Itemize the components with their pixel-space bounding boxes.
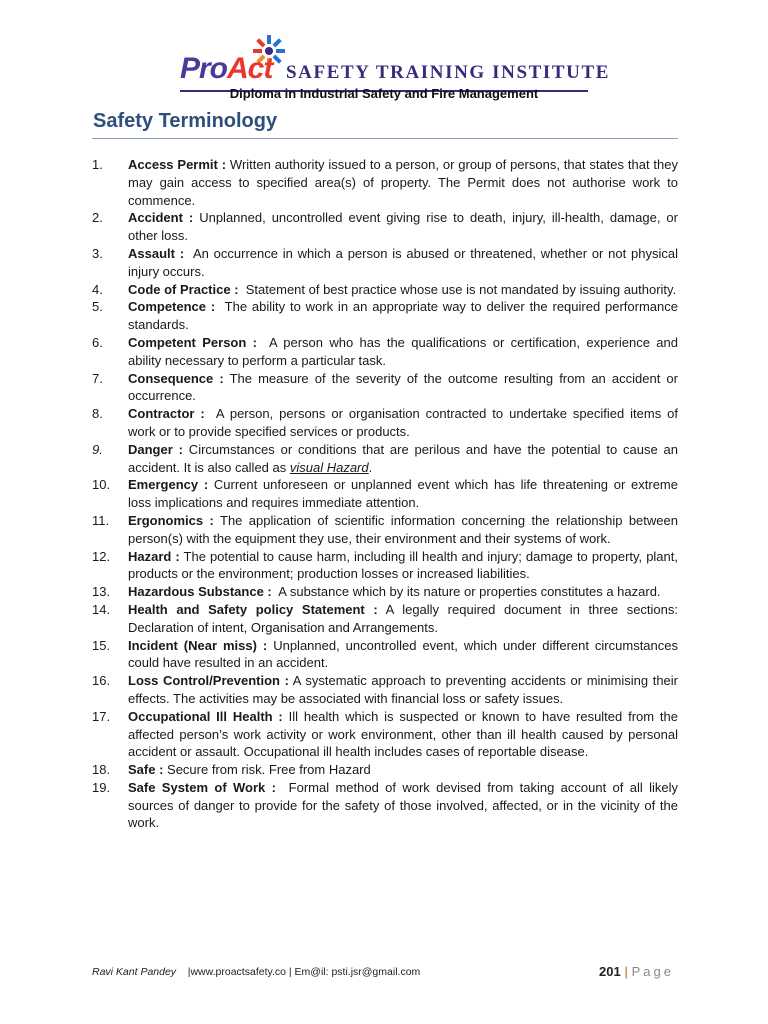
term-name: Loss Control/Prevention : <box>128 673 289 689</box>
term-definition: The potential to cause harm, including ill health and injury; damage to property, plant, products or the environment; production losses or increased liabilities. <box>128 548 682 582</box>
term-name: Safe : <box>128 762 164 778</box>
term-definition: Current unforeseen or unplanned event which has life threatening or extreme loss implications and requires immediate attention. <box>128 477 682 511</box>
page-label: Page <box>631 964 674 979</box>
footer-author: Ravi Kant Pandey <box>92 966 177 978</box>
term-item <box>92 672 682 708</box>
page-number-block <box>599 964 674 979</box>
term-number: 19. <box>92 779 111 795</box>
term-item <box>92 245 682 281</box>
term-definition: Secure from risk. Free from Hazard <box>163 762 371 778</box>
term-item <box>92 512 682 548</box>
proact-logo <box>180 34 611 85</box>
term-name: Incident (Near miss) : <box>128 637 268 653</box>
term-item <box>92 476 682 512</box>
footer-contact: |www.proactsafety.co | Em@il: psti.jsr@gmail.com <box>176 966 421 978</box>
term-name: Safe System of Work : <box>128 779 276 795</box>
term-definition: Formal method of work devised from taking account of all likely sources of danger to provide for the safety of those involved, affected, or in the vicinity of the work. <box>128 779 682 831</box>
term-definition: A systematic approach to preventing accidents or minimising their effects. The activities may be associated with financial loss or safety issues. <box>128 673 682 706</box>
page-number: 201 <box>599 964 621 979</box>
term-body <box>128 637 682 673</box>
term-name: Emergency : <box>128 477 209 493</box>
term-name: Competent Person : <box>128 334 257 350</box>
term-name: Danger : <box>128 441 183 457</box>
term-name: Occupational Ill Health : <box>128 708 283 724</box>
term-item <box>92 708 682 761</box>
term-definition: An occurrence in which a person is abused or threatened, whether or not physical injury occurs. <box>128 245 682 279</box>
term-item <box>92 370 682 406</box>
term-item <box>92 156 682 209</box>
term-number: 2. <box>92 210 103 226</box>
term-number: 7. <box>92 370 103 386</box>
term-number: 5. <box>92 299 103 315</box>
term-item <box>92 779 682 832</box>
term-definition: A legally required document in three sections: Declaration of intent, Organisation and Arrangements. <box>128 601 682 635</box>
title-divider <box>92 138 678 139</box>
term-number: 10. <box>92 477 111 493</box>
term-item <box>92 583 678 601</box>
term-name: Code of Practice : <box>128 281 239 297</box>
term-body <box>128 209 682 245</box>
institute-name: SAFETY TRAINING INSTITUTE <box>286 62 611 83</box>
term-definition: Written authority issued to a person, or group of persons, that states that they may gain access to specified area(s) of property. The Permit does not authorise work to commence. <box>128 157 682 208</box>
term-number: 17. <box>92 708 111 724</box>
diploma-subtitle: Diploma in Industrial Safety and Fire Management <box>229 86 539 101</box>
term-number: 9. <box>92 441 103 457</box>
term-number: 6. <box>92 334 103 350</box>
term-name: Ergonomics : <box>128 512 214 528</box>
term-body <box>128 548 682 584</box>
term-body <box>128 672 682 708</box>
term-item <box>92 441 682 477</box>
term-item <box>92 209 682 245</box>
term-definition: Circumstances or conditions that are perilous and have the potential to cause an accident. It is also called as <box>128 441 682 475</box>
term-item <box>92 548 682 584</box>
term-body <box>128 405 682 441</box>
term-body <box>128 156 682 209</box>
term-body <box>128 779 682 832</box>
term-body <box>128 245 682 281</box>
term-definition: A person, persons or organisation contracted to undertake specified items of work or to provide specified services or products. <box>128 406 682 439</box>
section-title: Safety Terminology <box>93 110 278 132</box>
term-item <box>92 334 682 370</box>
term-definition: Statement of best practice whose use is not mandated by issuing authority. <box>238 281 677 297</box>
term-number: 8. <box>92 406 103 422</box>
term-definition: A person who has the qualifications or certification, experience and ability necessary to perform a particular task. <box>128 334 682 368</box>
term-item <box>92 281 678 299</box>
term-name: Accident : <box>128 210 194 226</box>
term-number: 3. <box>92 245 103 261</box>
term-number: 13. <box>92 584 111 600</box>
logo-act-text: Act <box>227 52 273 85</box>
term-number: 15. <box>92 637 111 653</box>
term-number: 12. <box>92 548 111 564</box>
term-body <box>128 476 682 512</box>
term-number: 16. <box>92 673 111 689</box>
term-body <box>128 298 682 334</box>
term-name: Hazardous Substance : <box>128 584 272 600</box>
document-header <box>0 28 768 108</box>
term-definition: Unplanned, uncontrolled event, which under different circumstances could have resulted in an accident. <box>128 637 682 671</box>
term-number: 11. <box>92 512 110 528</box>
term-body <box>128 708 682 761</box>
term-definition: Ill health which is suspected or known to have resulted from the affected person’s work activity or work environment, other than ill health caused by personal accident or assault. Occupational ill health includes cases of reportable disease. <box>128 708 682 760</box>
term-name: Competence : <box>128 299 216 315</box>
logo-pro-text: Pro <box>180 52 228 85</box>
term-definition-end: . <box>368 459 373 475</box>
term-name: Health and Safety policy Statement : <box>128 601 378 617</box>
term-name: Assault : <box>128 245 185 261</box>
term-item <box>92 637 682 673</box>
term-name: Consequence : <box>128 370 224 386</box>
term-body <box>128 281 678 299</box>
term-link: visual Hazard <box>289 459 369 475</box>
term-name: Contractor : <box>128 406 205 422</box>
term-number: 1. <box>92 157 103 172</box>
term-definition: The measure of the severity of the outcome resulting from an accident or occurrence. <box>128 370 682 404</box>
term-definition: The application of scientific information concerning the relationship between person(s) with the equipment they use, their environment and their systems of work. <box>128 512 682 546</box>
term-item <box>92 761 678 779</box>
term-number: 4. <box>92 281 103 297</box>
term-name: Access Permit : <box>128 157 227 172</box>
terminology-list <box>92 156 682 832</box>
term-item <box>92 298 682 334</box>
term-number: 14. <box>92 601 111 617</box>
term-definition: The ability to work in an appropriate way to deliver the required performance standards. <box>128 299 682 333</box>
term-body <box>128 601 682 637</box>
term-body <box>128 512 682 548</box>
term-body <box>128 370 682 406</box>
term-body <box>128 334 682 370</box>
page-footer <box>92 966 678 978</box>
term-item <box>92 601 682 637</box>
term-body <box>128 583 678 601</box>
term-body <box>128 761 678 779</box>
logo-wordmark <box>180 52 272 86</box>
term-body <box>128 441 682 477</box>
term-name: Hazard : <box>128 548 180 564</box>
term-item <box>92 405 682 441</box>
term-definition: Unplanned, uncontrolled event giving rise to death, injury, ill-health, damage, or other loss. <box>128 210 682 244</box>
term-number: 18. <box>92 762 111 778</box>
term-definition: A substance which by its nature or properties constitutes a hazard. <box>271 584 661 600</box>
page-separator: | <box>620 964 632 979</box>
